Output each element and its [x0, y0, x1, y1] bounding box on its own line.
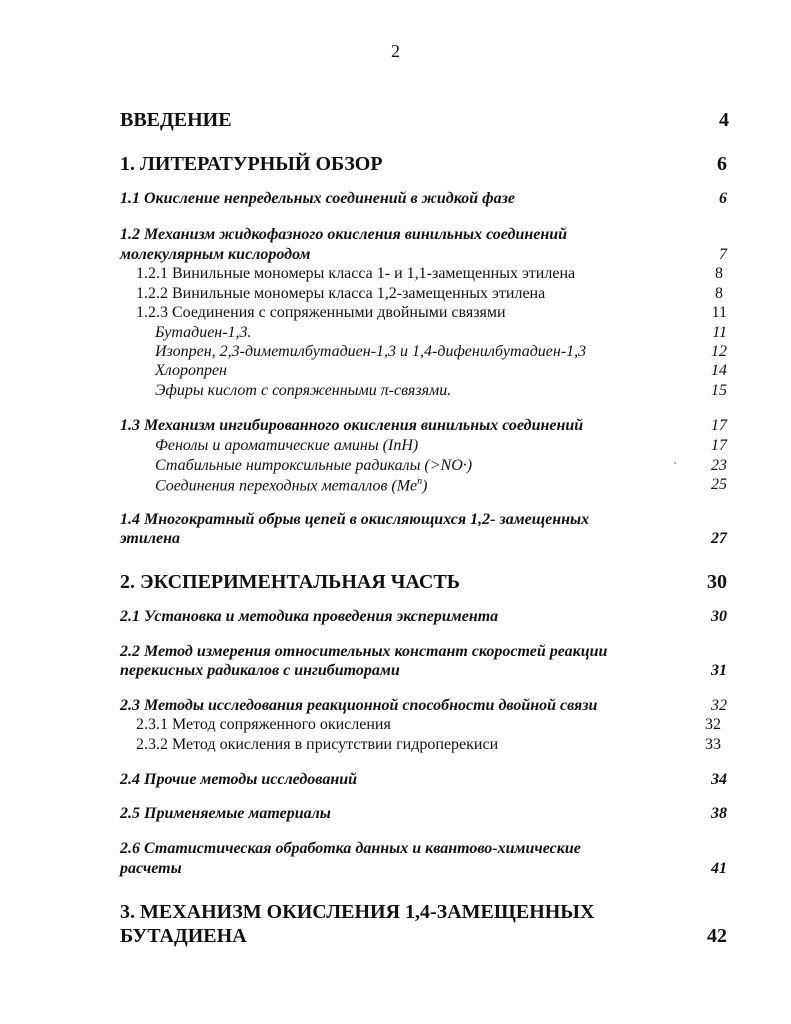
- toc-title-line: 2.2 Метод измерения относительных констант скоростей реакции: [120, 643, 608, 660]
- toc-title-line: 1.4 Многократный обрыв цепей в окисляющихся 1,2- замещенных: [120, 511, 590, 528]
- toc-title-line: 3. МЕХАНИЗМ ОКИСЛЕНИЯ 1,4-ЗАМЕЩЕННЫХ: [120, 901, 595, 923]
- toc-title: 1.2.3 Соединения с сопряженными двойными связями: [136, 304, 506, 321]
- toc-page: 23: [711, 457, 727, 474]
- toc-page: 30: [711, 608, 727, 625]
- toc-title-line: БУТАДИЕНА: [120, 925, 247, 947]
- toc-page: 42: [707, 925, 727, 947]
- toc-title: Хлоропрен: [155, 362, 227, 379]
- toc-page: 31: [711, 662, 727, 679]
- toc-title: 2.3 Методы исследования реакционной способности двойной связи: [120, 697, 598, 714]
- toc-page: 11: [712, 324, 727, 341]
- toc-page: 15: [711, 382, 727, 399]
- toc-title: 2.1 Установка и методика проведения эксперимента: [120, 608, 499, 625]
- toc-title-line: 1.2 Механизм жидкофазного окисления винильных соединений: [120, 226, 568, 243]
- toc-page: 11: [711, 304, 727, 321]
- toc-page: 32: [711, 697, 727, 714]
- toc-page: 14: [711, 362, 727, 379]
- toc-title: 2.5 Применяемые материалы: [120, 805, 331, 822]
- toc-title: Эфиры кислот с сопряженными π-связями.: [155, 382, 452, 399]
- toc-page: 34: [711, 771, 727, 788]
- toc-page: 8: [715, 285, 723, 302]
- toc-title-line: молекулярным кислородом: [120, 246, 311, 263]
- scan-speck: [674, 462, 676, 464]
- toc-page: 27: [711, 530, 727, 547]
- toc-page: 32: [705, 716, 721, 733]
- toc-page: 17: [711, 437, 727, 454]
- toc-title: 2.4 Прочие методы исследований: [120, 771, 358, 788]
- toc-page: 6: [719, 190, 727, 207]
- toc-title: 1.1 Окисление непредельных соединений в жидкой фазе: [120, 190, 515, 207]
- toc-title: 1. ЛИТЕРАТУРНЫЙ ОБЗОР: [120, 153, 383, 175]
- toc-title-line: перекисных радикалов с ингибиторами: [120, 662, 400, 679]
- toc-page: 12: [711, 343, 727, 360]
- toc-page: 17: [711, 417, 727, 434]
- toc-page: 7: [719, 246, 727, 263]
- toc-title: Стабильные нитроксильные радикалы (>NO·): [155, 457, 473, 474]
- toc-title: Соединения переходных металлов (Me$^n$): [155, 476, 428, 495]
- toc-title: Бутадиен-1,3.: [155, 324, 252, 341]
- toc-page: 8: [715, 265, 723, 282]
- toc-title: 2. ЭКСПЕРИМЕНТАЛЬНАЯ ЧАСТЬ: [120, 571, 460, 593]
- page-number: 2: [391, 41, 400, 61]
- toc-page: 33: [705, 736, 721, 753]
- toc-title-line: расчеты: [120, 860, 182, 877]
- toc-page: 25: [711, 476, 727, 493]
- toc-page: 4: [719, 109, 729, 131]
- toc-title: 1.2.2 Винильные мономеры класса 1,2-замещенных этилена: [136, 285, 546, 302]
- toc-page: 6: [717, 153, 727, 175]
- toc-title-line: этилена: [120, 530, 180, 547]
- toc-title-line: 2.6 Статистическая обработка данных и квантово-химические: [120, 840, 581, 857]
- toc-page: 38: [711, 805, 727, 822]
- toc-title: Фенолы и ароматические амины (InH): [155, 437, 419, 454]
- toc-title: Изопрен, 2,3-диметилбутадиен-1,3 и 1,4-дифенилбутадиен-1,3: [155, 343, 587, 360]
- toc-title: 1.3 Механизм ингибированного окисления винильных соединений: [120, 417, 584, 434]
- toc-page: 30: [707, 571, 727, 593]
- toc-title: ВВЕДЕНИЕ: [120, 109, 232, 131]
- toc-title: 2.3.2 Метод окисления в присутствии гидроперекиси: [136, 736, 499, 753]
- toc-page: 41: [711, 860, 727, 877]
- toc-title: 2.3.1 Метод сопряженного окисления: [136, 716, 391, 733]
- toc-title: 1.2.1 Винильные мономеры класса 1- и 1,1-замещенных этилена: [136, 265, 576, 282]
